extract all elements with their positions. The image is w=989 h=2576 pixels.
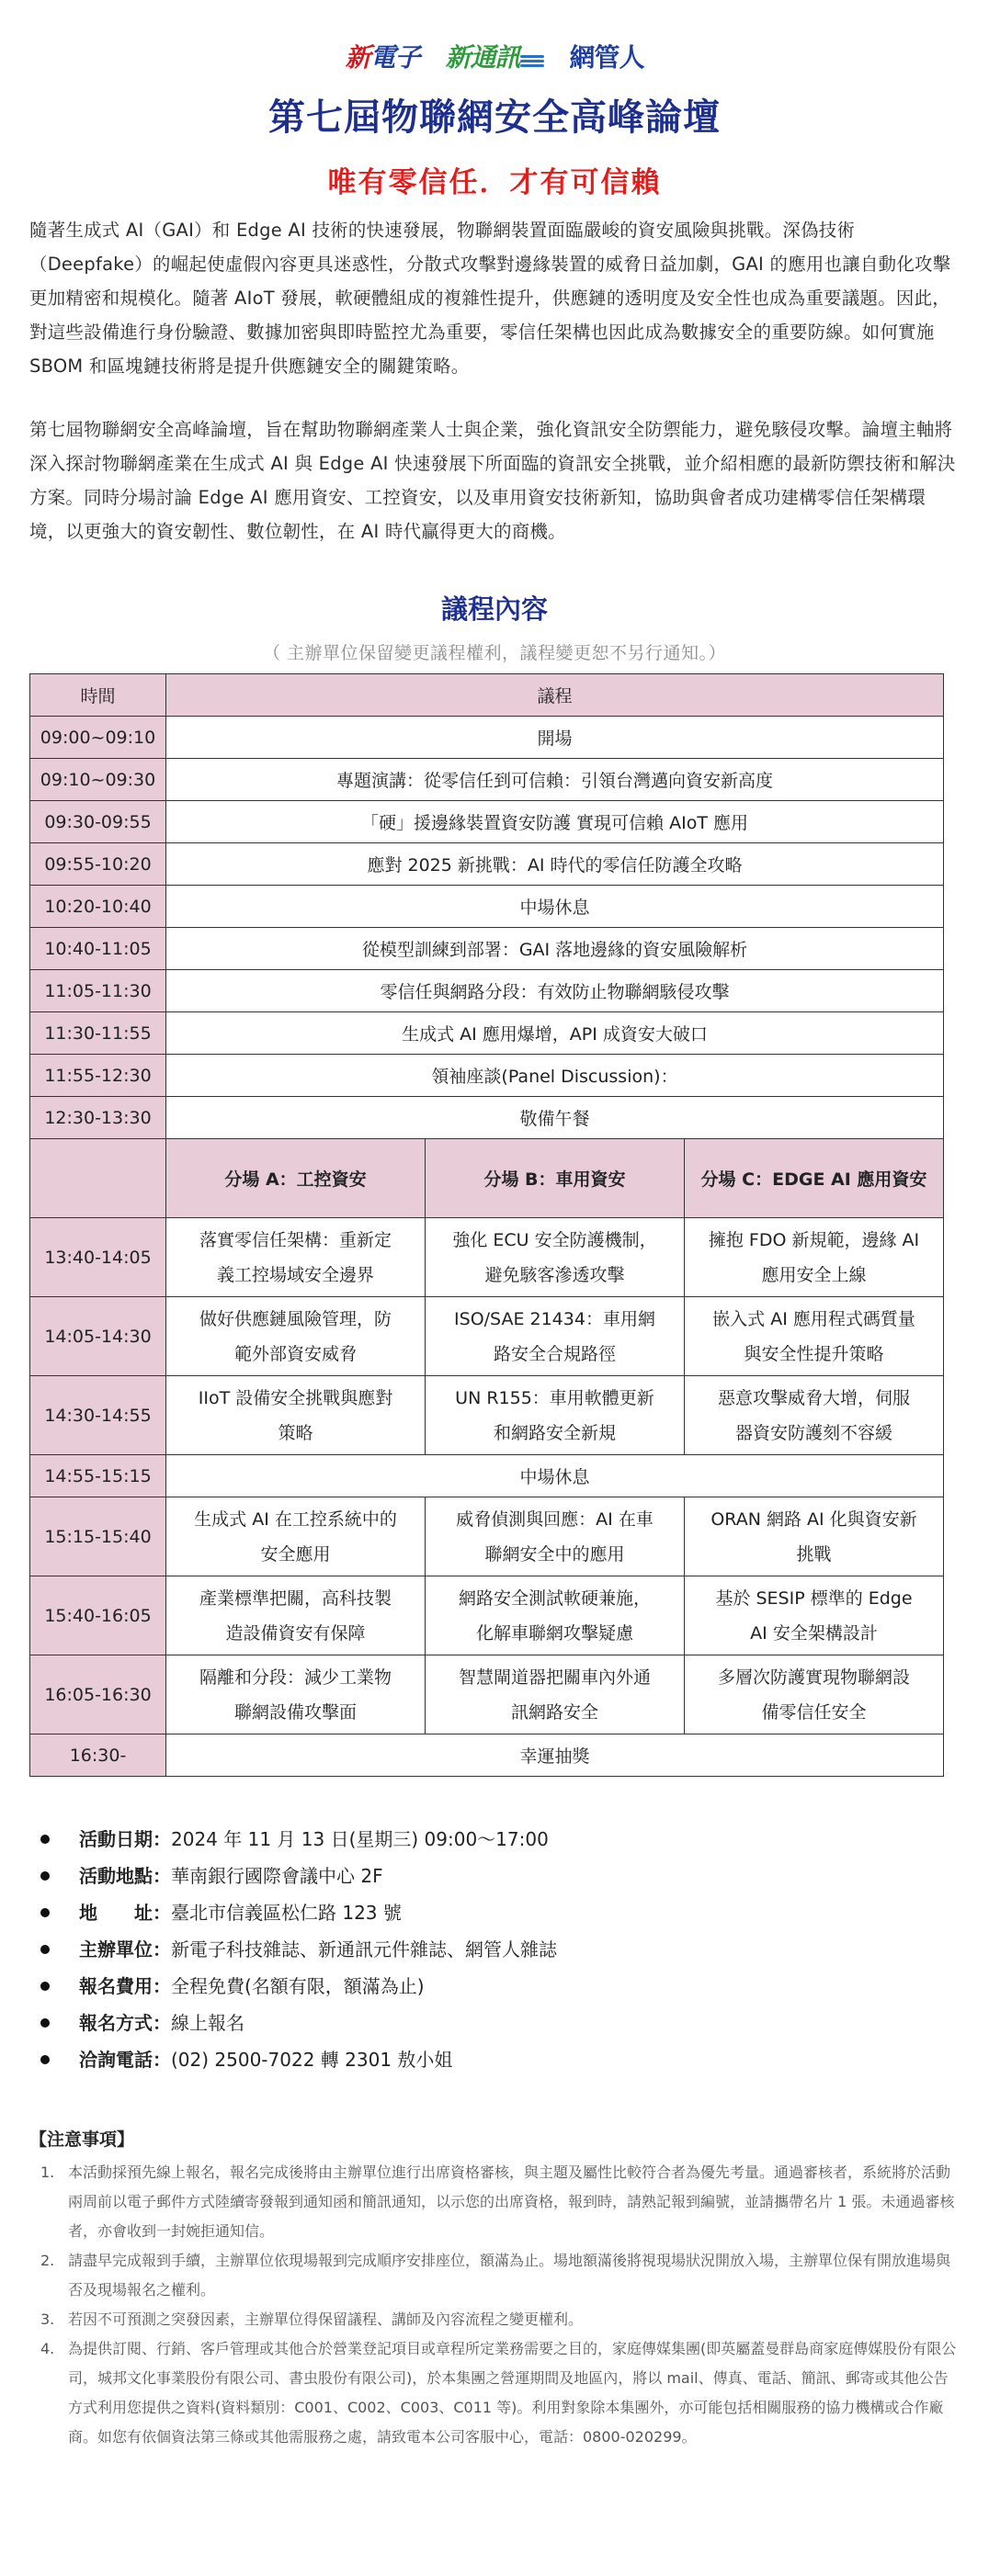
- track-c-session: 擁抱 FDO 新規範，邊緣 AI 應用安全上線: [685, 1218, 944, 1297]
- agenda-time: 16:30-: [30, 1734, 166, 1777]
- agenda-topic: 專題演講：從零信任到可信賴：引領台灣邁向資安新高度: [166, 759, 944, 801]
- track-b-session: 網路安全測試軟硬兼施， 化解車聯網攻擊疑慮: [426, 1576, 685, 1655]
- track-a-session: IIoT 設備安全挑戰與應對 策略: [166, 1376, 426, 1455]
- track-b-session: 強化 ECU 安全防護機制， 避免駭客滲透攻擊: [426, 1218, 685, 1297]
- track-c-session: ORAN 網路 AI 化與資安新 挑戰: [685, 1497, 944, 1576]
- agenda-time: 11:05-11:30: [30, 970, 166, 1012]
- agenda-time: 09:55-10:20: [30, 843, 166, 886]
- track-c-session: 惡意攻擊威脅大增，伺服 器資安防護刻不容緩: [685, 1376, 944, 1455]
- agenda-topic: 中場休息: [166, 886, 944, 928]
- agenda-track-row: [30, 1576, 944, 1655]
- note-item: 4. 為提供訂閱、行銷、客戶管理或其他合於營業登記項目或章程所定業務需要之目的，家庭傳媒集團(即英屬蓋曼群島商家庭傳媒股份有限公司，城邦文化事業股份有限公司、書虫股份有限公司)，於本集團之營運期間及地區內，將以 mail、傳真、電話、簡訊、郵寄或其他公告方式利用您提供之資料(資料類別：C001、C002、C003、C011 等)。利用對象除本集團外，亦可能包括相關服務的協力機構或合作廠商。如您有依個資法第三條或其他需服務之處，請致電本公司客服中心，電話：0800-020299。: [40, 2340, 957, 2446]
- agenda-row: [30, 1455, 944, 1497]
- track-header-a: 分場 A：工控資安: [166, 1139, 426, 1218]
- info-fee: 報名費用：全程免費(名額有限，額滿為止): [29, 1968, 960, 2005]
- agenda-time: 13:40-14:05: [30, 1218, 166, 1297]
- agenda-topic: 中場休息: [166, 1455, 944, 1497]
- note-item: 2. 請盡早完成報到手續，主辦單位依現場報到完成順序安排座位，額滿為止。場地額滿後將視現場狀況開放入場，主辦單位保有開放進場與否及現場報名之權利。: [40, 2252, 951, 2299]
- agenda-row: [30, 717, 944, 759]
- agenda-time: 10:20-10:40: [30, 886, 166, 928]
- track-b-session: ISO/SAE 21434：車用網 路安全合規路徑: [426, 1297, 685, 1376]
- logo-bar: [29, 0, 960, 73]
- track-a-session: 隔離和分段：減少工業物 聯網設備攻擊面: [166, 1655, 426, 1734]
- xin-tongxun-logo: 新通訊: [446, 42, 544, 73]
- page-title: 第七屆物聯網安全高峰論壇: [268, 96, 721, 139]
- track-a-session: 做好供應鏈風險管理，防 範外部資安威脅: [166, 1297, 426, 1376]
- agenda-time: 11:30-11:55: [30, 1012, 166, 1055]
- agenda-row: [30, 1055, 944, 1097]
- track-a-session: 產業標準把關，高科技製 造設備資安有保障: [166, 1576, 426, 1655]
- track-header-blank: [30, 1139, 166, 1218]
- agenda-row: [30, 970, 944, 1012]
- track-header-c: 分場 C：EDGE AI 應用資安: [685, 1139, 944, 1218]
- agenda-time: 11:55-12:30: [30, 1055, 166, 1097]
- agenda-row: [30, 1734, 944, 1777]
- track-header-b: 分場 B：車用資安: [426, 1139, 685, 1218]
- agenda-row: [30, 928, 944, 970]
- agenda-table: [29, 673, 944, 1777]
- agenda-time: 09:10~09:30: [30, 759, 166, 801]
- agenda-time: 09:30-09:55: [30, 801, 166, 843]
- agenda-row: [30, 1012, 944, 1055]
- agenda-row: [30, 1097, 944, 1139]
- track-a-session: 生成式 AI 在工控系統中的 安全應用: [166, 1497, 426, 1576]
- wangguanren-logo: 網管人: [569, 42, 644, 73]
- agenda-track-row: [30, 1655, 944, 1734]
- track-c-session: 基於 SESIP 標準的 Edge AI 安全架構設計: [685, 1576, 944, 1655]
- intro-paragraph: 隨著生成式 AI（GAI）和 Edge AI 技術的快速發展，物聯網裝置面臨嚴峻的資安風險與挑戰。深偽技術（Deepfake）的崛起使虛假內容更具迷惑性，分散式攻擊對邊緣裝置的威脅日益加劇，GAI 的應用也讓自動化攻擊更加精密和規模化。隨著 AIoT 發展，軟硬體組成的複雜性提升，供應鏈的透明度及安全性也成為重要議題。因此，對這些設備進行身份驗證、數據加密與即時監控尤為重要，零信任架構也因此成為數據安全的重要防線。如何實施 SBOM 和區塊鏈技術將是提升供應鏈安全的關鍵策略。: [29, 220, 951, 377]
- agenda-note: （ 主辦單位保留變更議程權利，議程變更恕不另行通知。）: [262, 643, 727, 663]
- agenda-topic: 領袖座談(Panel Discussion)：: [166, 1055, 944, 1097]
- agenda-time: 14:05-14:30: [30, 1297, 166, 1376]
- xin-dianzi-logo: 新電子: [345, 42, 420, 73]
- agenda-topic: 應對 2025 新挑戰：AI 時代的零信任防護全攻略: [166, 843, 944, 886]
- track-a-session: 落實零信任架構：重新定 義工控場域安全邊界: [166, 1218, 426, 1297]
- agenda-topic: 開場: [166, 717, 944, 759]
- track-c-session: 嵌入式 AI 應用程式碼質量 與安全性提升策略: [685, 1297, 944, 1376]
- info-address: 地 址：臺北市信義區松仁路 123 號: [29, 1894, 960, 1931]
- agenda-time: 09:00~09:10: [30, 717, 166, 759]
- agenda-row: [30, 759, 944, 801]
- info-date: 活動日期：2024 年 11 月 13 日(星期三) 09:00～17:00: [29, 1821, 960, 1858]
- event-info-list: [29, 1821, 960, 2078]
- agenda-topic: 幸運抽獎: [166, 1734, 944, 1777]
- agenda-row: [30, 843, 944, 886]
- intro-paragraph: 第七屆物聯網安全高峰論壇，旨在幫助物聯網產業人士與企業，強化資訊安全防禦能力，避免駭侵攻擊。論壇主軸將深入探討物聯網產業在生成式 AI 與 Edge AI 快速發展下所面臨的資訊安全挑戰，並介紹相應的最新防禦技術和解決方案。同時分場討論 Edge AI 應用資安、工控資安，以及車用資安技術新知，協助與會者成功建構零信任架構環境，以更強大的資安韌性、數位韌性，在 AI 時代贏得更大的商機。: [29, 419, 956, 542]
- agenda-time: 16:05-16:30: [30, 1655, 166, 1734]
- track-b-session: 威脅偵測與回應：AI 在車 聯網安全中的應用: [426, 1497, 685, 1576]
- info-organizer: 主辦單位：新電子科技雜誌、新通訊元件雜誌、網管人雜誌: [29, 1931, 960, 1968]
- agenda-header-topic: 議程: [166, 674, 944, 717]
- agenda-row: [30, 801, 944, 843]
- info-phone: 洽詢電話：(02) 2500-7022 轉 2301 敖小姐: [29, 2041, 960, 2078]
- info-registration: 報名方式：線上報名: [29, 2005, 960, 2041]
- notes-title: 【注意事項】: [29, 2130, 135, 2150]
- agenda-topic: 「硬」援邊緣裝置資安防護 實現可信賴 AIoT 應用: [166, 801, 944, 843]
- agenda-time: 15:40-16:05: [30, 1576, 166, 1655]
- agenda-topic: 零信任與網路分段：有效防止物聯網駭侵攻擊: [166, 970, 944, 1012]
- note-item: 3. 若因不可預測之突發因素，主辦單位得保留議程、講師及內容流程之變更權利。: [40, 2310, 584, 2328]
- notes-list: [29, 2158, 960, 2452]
- agenda-topic: 從模型訓練到部署：GAI 落地邊緣的資安風險解析: [166, 928, 944, 970]
- agenda-header-row: [30, 674, 944, 717]
- agenda-header-time: 時間: [30, 674, 166, 717]
- track-b-session: 智慧閘道器把關車內外通 訊網路安全: [426, 1655, 685, 1734]
- agenda-time: 14:30-14:55: [30, 1376, 166, 1455]
- agenda-topic: 生成式 AI 應用爆增，API 成資安大破口: [166, 1012, 944, 1055]
- note-item: 1. 本活動採預先線上報名，報名完成後將由主辦單位進行出席資格審核，與主題及屬性比較符合者為優先考量。通過審核者，系統將於活動兩周前以電子郵件方式陸續寄發報到通知函和簡訊通知，以示您的出席資格，報到時，請熟記報到編號，並請攜帶名片 1 張。未通過審核者，亦會收到一封婉拒通知信。: [40, 2164, 955, 2240]
- agenda-track-row: [30, 1497, 944, 1576]
- info-venue: 活動地點：華南銀行國際會議中心 2F: [29, 1858, 960, 1894]
- agenda-time: 15:15-15:40: [30, 1497, 166, 1576]
- track-header-row: [30, 1139, 944, 1218]
- agenda-time: 10:40-11:05: [30, 928, 166, 970]
- page-subtitle: 唯有零信任．才有可信賴: [327, 166, 662, 199]
- agenda-row: [30, 886, 944, 928]
- track-c-session: 多層次防護實現物聯網設 備零信任安全: [685, 1655, 944, 1734]
- agenda-title: 議程內容: [440, 593, 548, 625]
- agenda-track-row: [30, 1376, 944, 1455]
- agenda-topic: 敬備午餐: [166, 1097, 944, 1139]
- agenda-track-row: [30, 1297, 944, 1376]
- track-b-session: UN R155：車用軟體更新 和網路安全新規: [426, 1376, 685, 1455]
- agenda-time: 14:55-15:15: [30, 1455, 166, 1497]
- agenda-track-row: [30, 1218, 944, 1297]
- agenda-time: 12:30-13:30: [30, 1097, 166, 1139]
